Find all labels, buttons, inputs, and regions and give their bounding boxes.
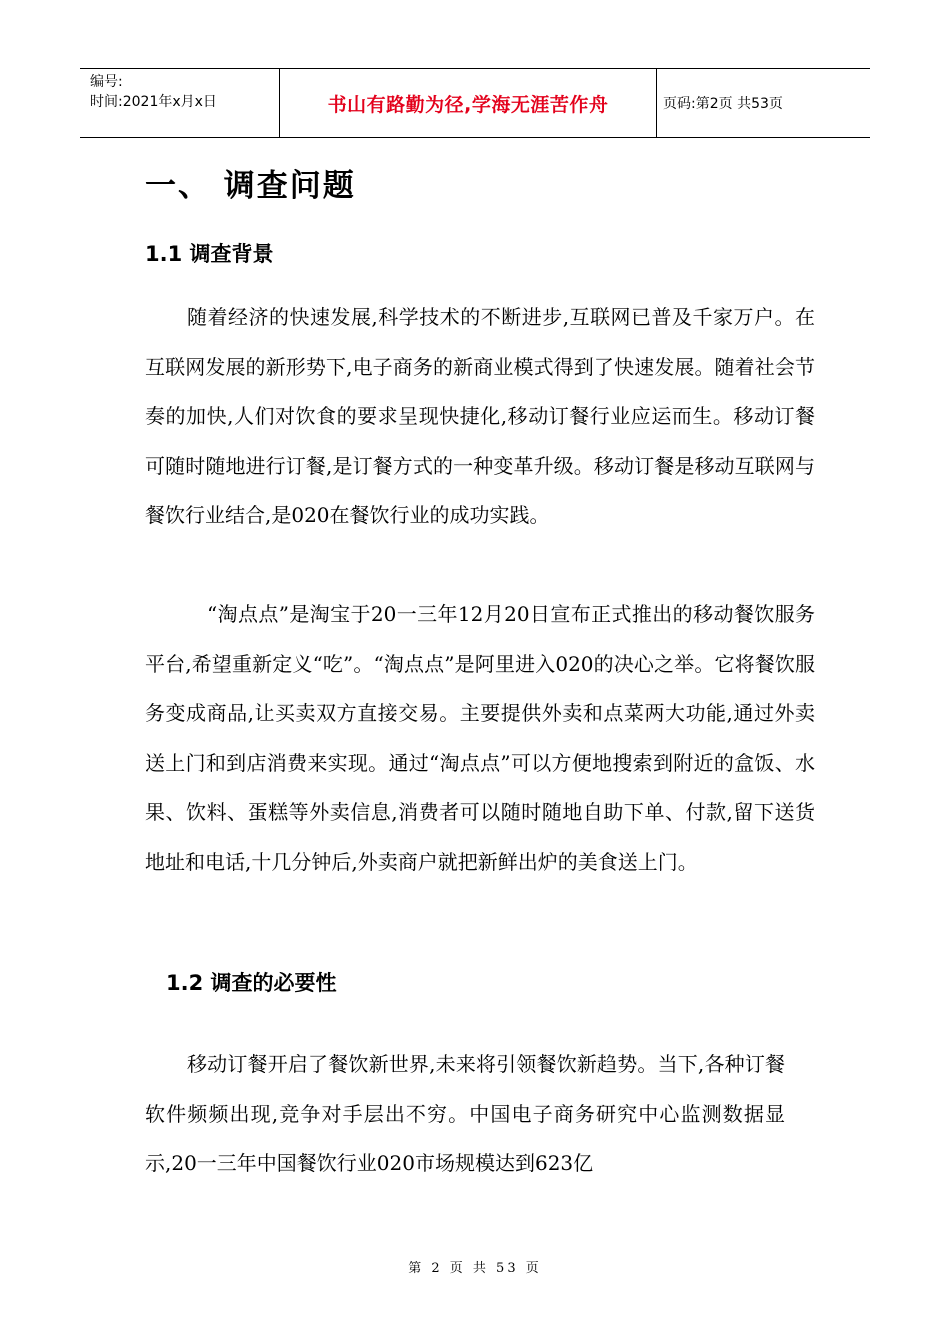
page-footer: 第 2 页 共 53 页	[408, 1261, 542, 1276]
header-table	[80, 68, 870, 138]
necessity-paragraph-1: 移动订餐开启了餐饮新世界,未来将引领餐饮新趋势。当下,各种订餐软件频频出现,竞争对手层出不穷。中国电子商务研究中心监测数据显示,20一三年中国餐饮行业020市场规模达到623亿	[145, 1052, 785, 1175]
motto-text: 书山有路勤为径,学海无涯苦作舟	[327, 93, 609, 116]
subsection-title-necessity: 1.2 调查的必要性	[166, 971, 337, 995]
section-title: 一、 调查问题	[145, 168, 356, 204]
document-time-label: 时间:2021年x月x日	[90, 94, 217, 110]
header-motto-cell	[280, 69, 657, 137]
header-page-label: 页码:第2页 共53页	[663, 96, 783, 112]
header-left-cell	[80, 69, 280, 137]
background-paragraph-2: “淘点点”是淘宝于20一三年12月20日宣布正式推出的移动餐饮服务平台,希望重新定义“吃”。“淘点点”是阿里进入020的决心之举。它将餐饮服务变成商品,让买卖双方直接交易。主要提供外卖和点菜两大功能,通过外卖送上门和到店消费来实现。通过“淘点点”可以方便地搜索到附近的盒饭、水果、饮料、蛋糕等外卖信息,消费者可以随时随地自助下单、付款,留下送货地址和电话,十几分钟后,外卖商户就把新鲜出炉的美食送上门。	[145, 602, 815, 874]
subsection-title-background: 1.1 调查背景	[145, 242, 274, 266]
background-paragraph-1: 随着经济的快速发展,科学技术的不断进步,互联网已普及千家万户。在互联网发展的新形势下,电子商务的新商业模式得到了快速发展。随着社会节奏的加快,人们对饮食的要求呈现快捷化,移动订餐行业应运而生。移动订餐可随时随地进行订餐,是订餐方式的一种变革升级。移动订餐是移动互联网与餐饮行业结合,是020在餐饮行业的成功实践。	[145, 305, 815, 527]
document-number-label: 编号:	[90, 74, 123, 90]
header-page-cell	[657, 69, 870, 137]
